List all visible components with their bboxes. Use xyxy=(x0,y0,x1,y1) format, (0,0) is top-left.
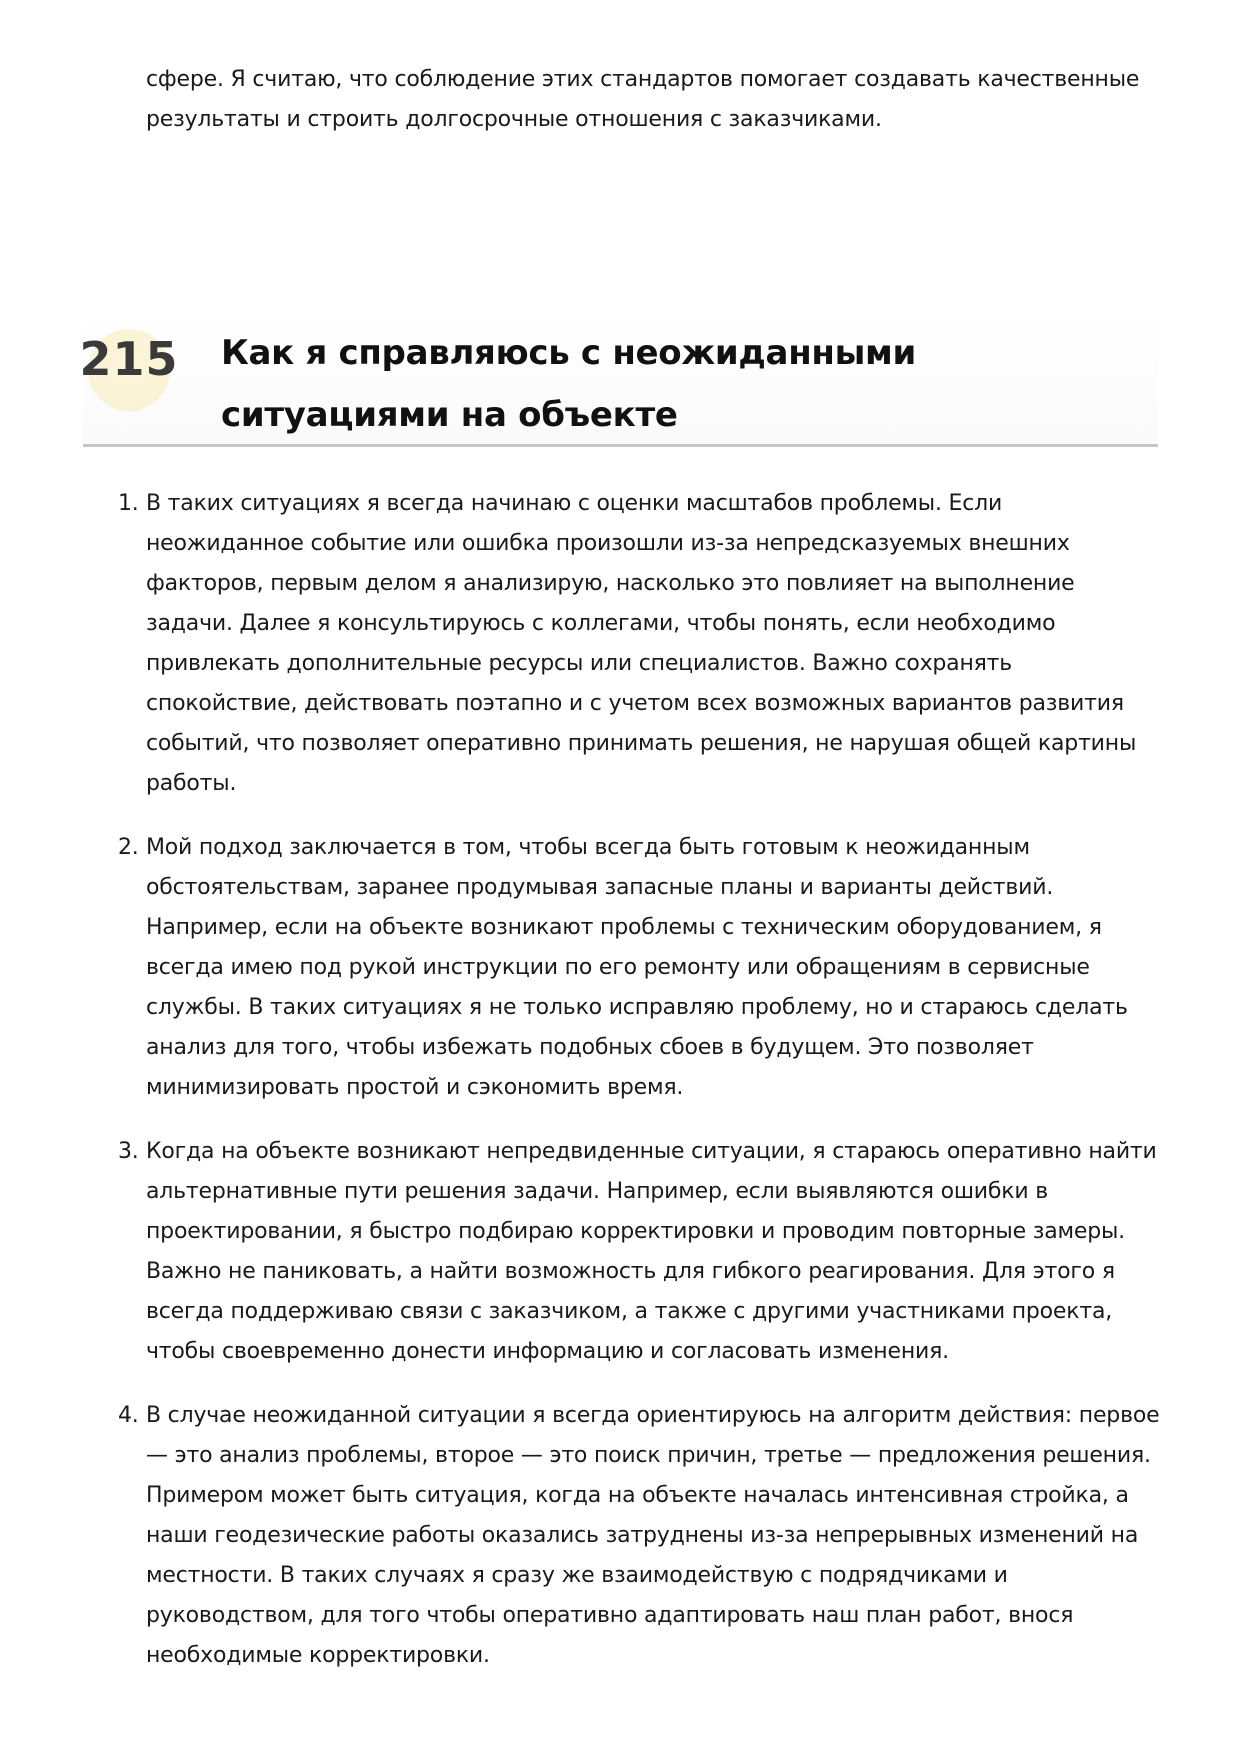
section-header xyxy=(79,312,1158,447)
answer-text: В случае неожиданной ситуации я всегда ориентируюсь на алгоритм действия: первое — это анализ проблемы, второе — это поиск причин, третье — предложения решения. Примером может быть ситуация, когда на объекте началась интенсивная стройка, а наши геодезические работы оказались затруднены из-за непрерывных изменений на местности. В таких случаях я сразу же взаимодействую с подрядчиками и руководством, для того чтобы оперативно адаптировать наш план работ, внося необходимые корректировки. xyxy=(146,1403,1160,1668)
section-number: 215 xyxy=(79,332,179,386)
answers-list xyxy=(118,484,1166,1700)
section-title: Как я справляюсь с неожиданными ситуациями на объекте xyxy=(221,333,917,435)
answer-text: Когда на объекте возникают непредвиденные ситуации, я стараюсь оперативно найти альтернативные пути решения задачи. Например, если выявляются ошибки в проектировании, я быстро подбираю корректировки и проводим повторные замеры. Важно не паниковать, а найти возможность для гибкого реагирования. Для этого я всегда поддерживаю связи с заказчиком, а также с другими участниками проекта, чтобы своевременно донести информацию и согласовать изменения. xyxy=(146,1139,1157,1364)
answer-item-3 xyxy=(118,1132,1166,1372)
answer-text: В таких ситуациях я всегда начинаю с оценки масштабов проблемы. Если неожиданное событие или ошибка произошли из-за непредсказуемых внешних факторов, первым делом я анализирую, насколько это повлияет на выполнение задачи. Далее я консультируюсь с коллегами, чтобы понять, если необходимо привлекать дополнительные ресурсы или специалистов. Важно сохранять спокойствие, действовать поэтапно и с учетом всех возможных вариантов развития событий, что позволяет оперативно принимать решения, не нарушая общей картины работы. xyxy=(146,491,1137,796)
answer-number: 2. xyxy=(118,835,139,860)
answer-item-4 xyxy=(118,1396,1166,1676)
intro-paragraph: сфере. Я считаю, что соблюдение этих стандартов помогает создавать качественные результаты и строить долгосрочные отношения с заказчиками. xyxy=(146,67,1140,132)
answer-number: 4. xyxy=(118,1403,139,1428)
answer-text: Мой подход заключается в том, чтобы всегда быть готовым к неожиданным обстоятельствам, заранее продумывая запасные планы и варианты действий. Например, если на объекте возникают проблемы с техническим оборудованием, я всегда имею под рукой инструкции по его ремонту или обращениям в сервисные службы. В таких ситуациях я не только исправляю проблему, но и стараюсь сделать анализ для того, чтобы избежать подобных сбоев в будущем. Это позволяет минимизировать простой и сэкономить время. xyxy=(146,835,1128,1100)
answer-number: 1. xyxy=(118,491,139,516)
answer-number: 3. xyxy=(118,1139,139,1164)
answer-item-2 xyxy=(118,828,1166,1108)
answer-item-1 xyxy=(118,484,1166,804)
